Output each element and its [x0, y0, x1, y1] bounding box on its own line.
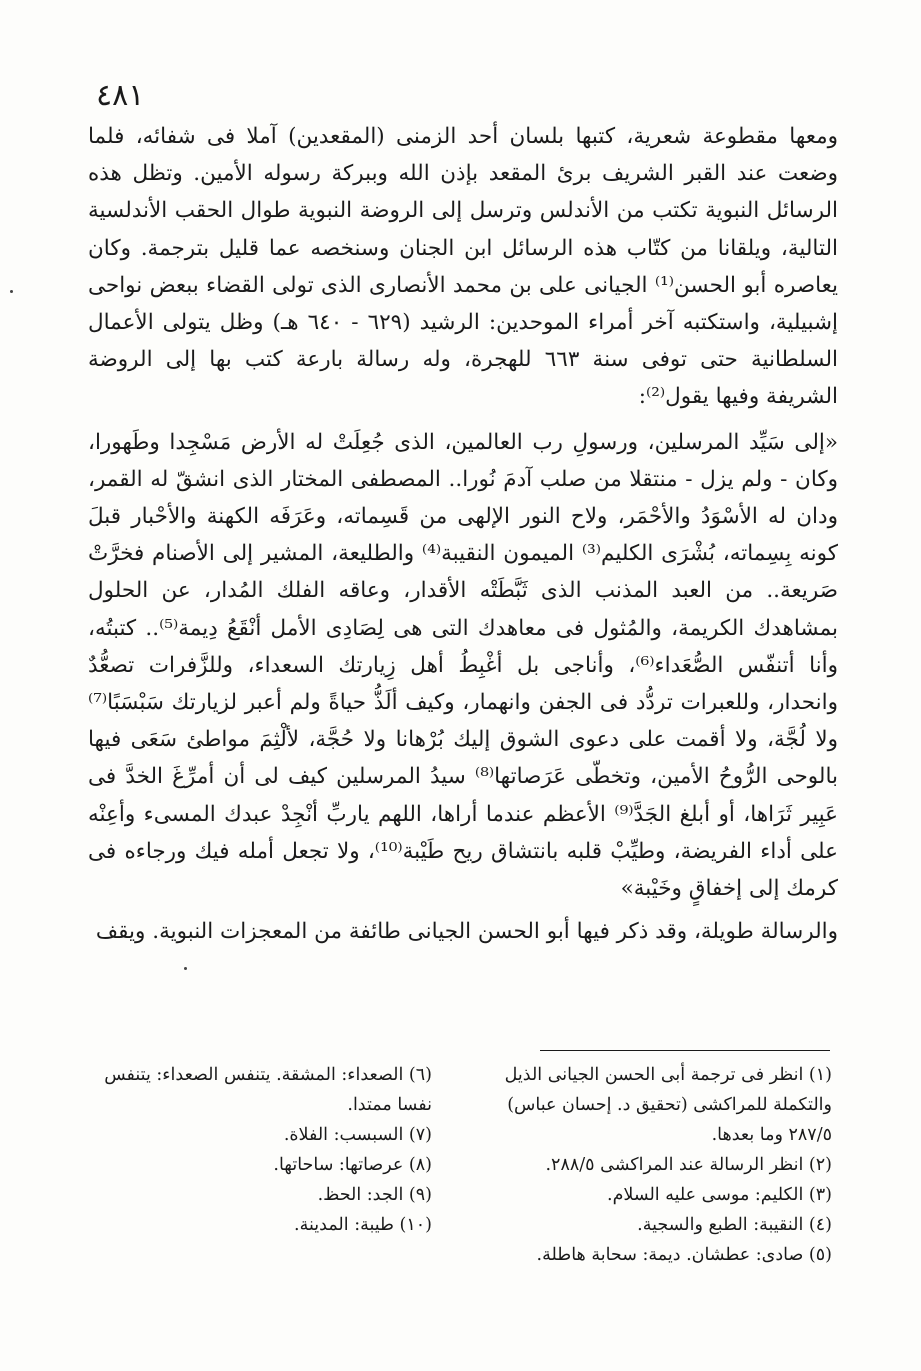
footnote-line: (٥) صادى: عطشان. ديمة: سحابة هاطلة.: [536, 1245, 832, 1265]
quoted-letter: «إلى سَيِّد المرسلين، ورسولِ رب العالمين، الذى جُعِلَتْ له الأرض مَسْجِدا وطَهورا، وكان - ولم يزل - منتقلا من صلب آدمَ نُورا.. المصطفى المختار الذى انشقّ له القمر، ودان له الأسْوَدُ والأحْمَر، ولاح النور الإلهى من قَسِماته، وعَرَفَه الكهنة والأحْبار قبلَ كونه بِسِماته، بُشْرَى الكليم⁽³⁾ الميمون النقيبة⁽⁴⁾ والطليعة، المشير إلى الأصنام فخرَّتْ صَريعة.. من العبد المذنب الذى ثَبَّطَتْه الأقدار، وعاقه الفلك المُدار، عن الحلول بمشاهدك الكريمة، والمُثول فى معاهدك التى هى لِصَادِى الأمل أنْقَعُ دِيمة⁽⁵⁾.. كتبتُه، وأنا أتنفّس الصُّعَداء⁽⁶⁾، وأناجى بل أغْبِطُ أهل زِيارتك السعداء، وللزَّفرات تصعُّدٌ وانحدار، وللعبرات تردُّد فى الجفن وانهمار، وكيف ألَذُّ حياةً ولم أعبر لزيارتك سَبْسَبًا⁽⁷⁾ ولا لُجَّة، ولا أقمت على دعوى الشوق إليك بُرْهانا ولا حُجَّة، لألْثِمَ مواطئ سَعَى فيها بالوحى الرُّوحُ الأمين، وتخطّى عَرَصاتها⁽⁸⁾ سيدُ المرسلين كيف لى أن أمرِّغَ الخدَّ فى عَبِير ثَرَاها، أو أبلغ الجَدَّ⁽⁹⁾ الأعظم عندما أراها، اللهم ياربِّ أنْجِدْ عبدك المسىء وأعِنْه على أداء الفريضة، وطيِّبْ قلبه بانتشاق ريح طَيْبة⁽¹⁰⁾، ولا تجعل أمله فيك ورجاءه فى كرمك إلى إخفاقٍ وخَيْبة»: [88, 429, 839, 902]
footnote-line: نفسا ممتدا.: [347, 1095, 432, 1115]
footnotes-left-column: [82, 1060, 432, 1240]
scan-speck: [10, 290, 13, 293]
footnote-line: (٦) الصعداء: المشقة. يتنفس الصعداء: يتنفس: [104, 1065, 432, 1085]
footnote-line: (١٠) طيبة: المدينة.: [294, 1215, 432, 1235]
paragraph-continuation: والرسالة طويلة، وقد ذكر فيها أبو الحسن الجيانى طائفة من المعجزات النبوية. ويقف: [95, 919, 838, 945]
footnote-line: (٣) الكليم: موسى عليه السلام.: [607, 1185, 832, 1205]
main-text: [88, 118, 838, 950]
footnote-line: ٢٨٧/٥ وما بعدها.: [711, 1125, 832, 1145]
footnote-line: (٩) الجد: الحظ.: [317, 1185, 432, 1205]
page-number: ٤٨١: [96, 78, 145, 113]
footnote-line: (٧) السبسب: الفلاة.: [283, 1125, 432, 1145]
scan-speck: [184, 967, 187, 970]
footnote-line: والتكملة للمراكشى (تحقيق د. إحسان عباس): [507, 1095, 832, 1115]
paragraph-intro: ومعها مقطوعة شعرية، كتبها بلسان أحد الزمنى (المقعدين) آملا فى شفائه، فلما وضعت عند القبر الشريف برئ المقعد بإذن الله وببركة رسوله الأمين. وتظل هذه الرسائل النبوية تكتب من الأندلس وترسل إلى الروضة النبوية طوال الحقب الأندلسية التالية، ويلقانا من كتّاب هذه الرسائل ابن الجنان وسنخصه عما قليل بترجمة. وكان يعاصره أبو الحسن⁽¹⁾ الجيانى على بن محمد الأنصارى الذى تولى القضاء ببعض نواحى إشبيلية، واستكتبه آخر أمراء الموحدين: الرشيد (٦٢٩ - ٦٤٠ هـ) وظل يتولى الأعمال السلطانية حتى توفى سنة ٦٦٣ للهجرة، وله رسالة بارعة كتب بها إلى الروضة الشريفة وفيها يقول⁽²⁾:: [88, 124, 838, 410]
footnote-line: (٤) النقيبة: الطبع والسجية.: [637, 1215, 832, 1235]
footnote-line: (٢) انظر الرسالة عند المراكشى ٢٨٨/٥.: [545, 1155, 832, 1175]
footnotes-right-column: [470, 1060, 832, 1270]
footnote-line: (١) انظر فى ترجمة أبى الحسن الجيانى الذيل: [504, 1065, 832, 1085]
footnote-line: (٨) عرصاتها: ساحاتها.: [273, 1155, 432, 1175]
footnote-divider: [540, 1050, 830, 1051]
